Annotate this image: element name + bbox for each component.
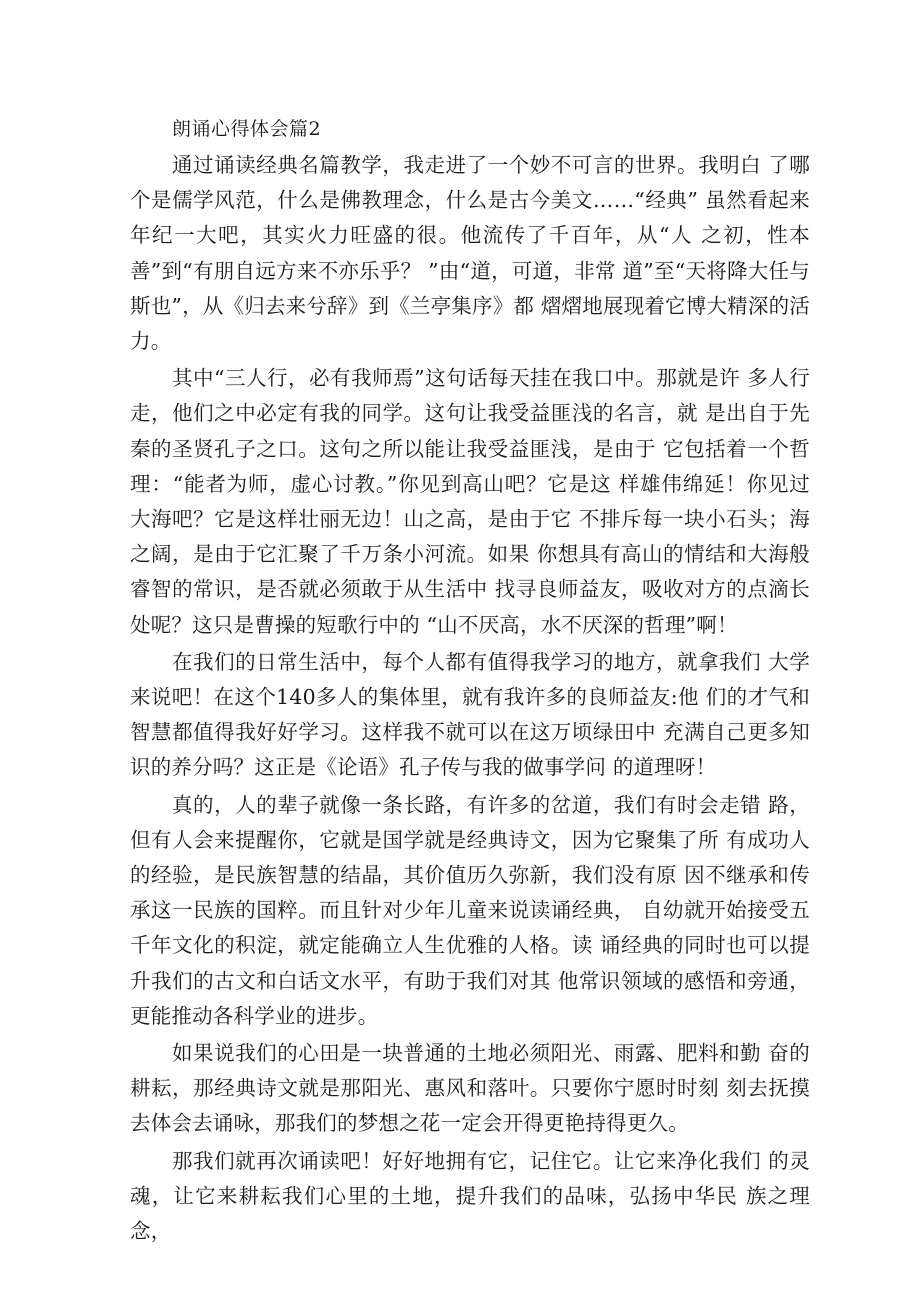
document-title: 朗诵心得体会篇2	[172, 118, 322, 140]
paragraph-6: 那我们就再次诵读吧！好好地拥有它，记住它。让它来净化我们 的灵魂，让它来耕耘我们心里的土地，提升我们的品味，弘扬中华民 族之理念，	[130, 1148, 810, 1244]
paragraph-2: 其中“三人行，必有我师焉”这句话每天挂在我口中。那就是许 多人行走，他们之中必定有我的同学。这句让我受益匪浅的名言，就 是出自于先秦的圣贤孔子之口。这句之所以能让我受益匪浅，是由于 它包括着一个哲理：“能者为师，虚心讨教。”你见到高山吧？它是这 样雄伟绵延！你见过大海吧？它是这样壮丽无边！山之高，是由于它 不排斥每一块小石头；海之阔，是由于它汇聚了千万条小河流。如果 你想具有高山的情结和大海般睿智的常识，是否就必须敢于从生活中 找寻良师益友，吸收对方的点滴长处呢？这只是曹操的短歌行中的 “山不厌高，水不厌深的哲理”啊！	[130, 366, 810, 637]
paragraph-3: 在我们的日常生活中，每个人都有值得我学习的地方，就拿我们 大学来说吧！在这个140多人的集体里，就有我许多的良师益友:他 们的才气和智慧都值得我好好学习。这样我不就可以在这万顷绿田中 充满自己更多知识的养分吗？这正是《论语》孔子传与我的做事学问 的道理呀！	[130, 649, 810, 780]
paragraph-5: 如果说我们的心田是一块普通的土地必须阳光、雨露、肥料和勤 奋的耕耘，那经典诗文就是那阳光、惠风和落叶。只要你宁愿时时刻 刻去抚摸去体会去诵咏，那我们的梦想之花一定会开得更艳持得更久。	[130, 1041, 810, 1136]
document-body	[130, 112, 810, 1249]
paragraph-4: 真的，人的辈子就像一条长路，有许多的岔道，我们有时会走错 路，但有人会来提醒你，它就是国学就是经典诗文，因为它聚集了所 有成功人的经验，是民族智慧的结晶，其价值历久弥新，我们没有原 因不继承和传承这一民族的国粹。而且针对少年儿童来说读诵经典， 自幼就开始接受五千年文化的积淀，就定能确立人生优雅的人格。读 诵经典的同时也可以提升我们的古文和白话文水平，有助于我们对其 他常识领域的感悟和旁通，更能推动各科学业的进步。	[130, 792, 810, 1028]
paragraph-1: 通过诵读经典名篇教学，我走进了一个妙不可言的世界。我明白 了哪个是儒学风范，什么是佛教理念，什么是古今美文……“经典” 虽然看起来年纪一大吧，其实火力旺盛的很。他流传了千百年，从“人 之初，性本善”到“有朋自远方来不亦乐乎？ ”由“道，可道，非常 道”至“天将降大任与斯也”，从《归去来兮辞》到《兰亭集序》都 熠熠地展现着它博大精深的活力。	[130, 153, 810, 354]
